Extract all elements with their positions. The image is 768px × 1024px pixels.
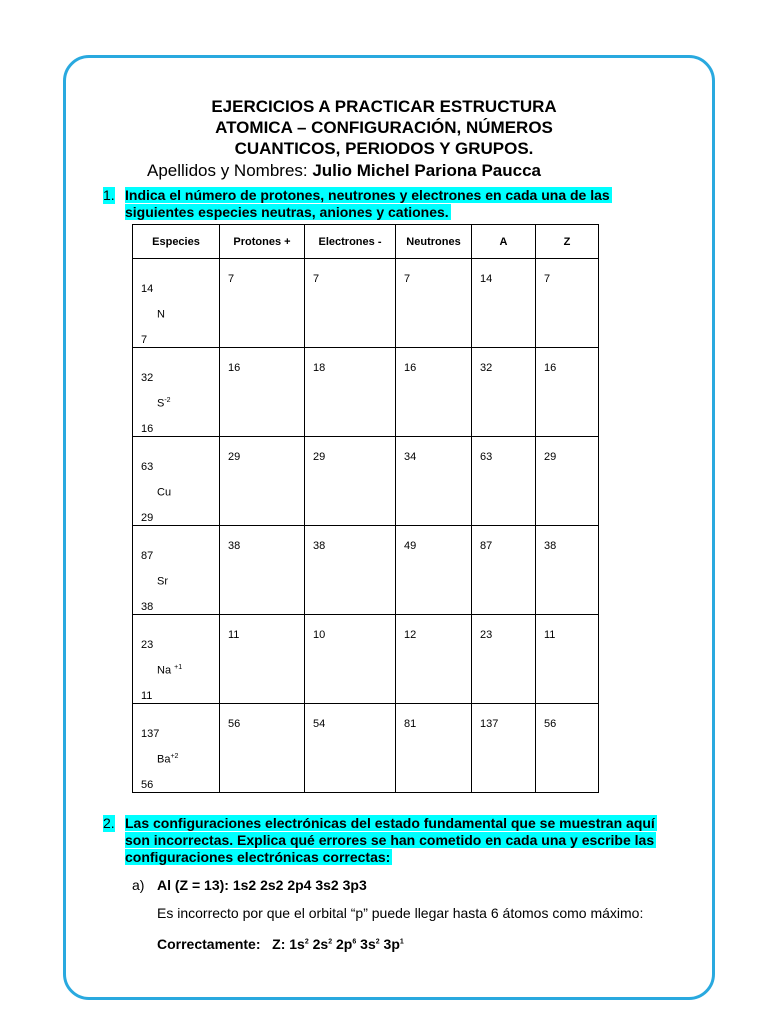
electron-count: 6 [352,938,357,946]
electrons-value: 54 [313,718,326,730]
correct-configuration [289,936,404,952]
cell-z [536,437,599,526]
correct-label: Correctamente: [157,936,261,952]
electrons-value: 18 [313,362,326,374]
species-cell [133,526,220,615]
cell-neutrons [396,259,472,348]
cell-neutrons [396,348,472,437]
table-row [133,348,599,437]
page-title-line-1: EJERCICIOS A PRACTICAR ESTRUCTURA [211,97,557,116]
atomic-number: 56 [141,779,154,791]
author-line [147,160,541,182]
z-value: 38 [544,540,557,552]
element-symbol [157,575,168,588]
species-cell [133,704,220,793]
mass-number: 137 [141,728,160,740]
ion-charge: -2 [164,397,171,404]
table-row [133,259,599,348]
element-symbol [157,486,171,499]
mass-number: 87 [141,550,154,562]
cell-z [536,704,599,793]
symbol-text: S [157,397,165,410]
cell-z [536,259,599,348]
a-value: 63 [480,451,493,463]
question-1-line-1: Indica el número de protones, neutrones y electrones en cada una de las [125,187,610,203]
protons-value: 11 [228,629,240,641]
cell-neutrons [396,526,472,615]
cell-z [536,348,599,437]
z-value: 29 [544,451,557,463]
question-1-number: 1. [103,187,115,203]
element-symbol [157,308,165,321]
cell-a [472,526,536,615]
a-value: 32 [480,362,493,374]
neutrons-value: 49 [404,540,417,552]
z-value: 16 [544,362,557,374]
z-value: 56 [544,718,557,730]
question-1-line-2: siguientes especies neutras, aniones y cationes. [125,204,449,220]
mass-number: 63 [141,461,154,473]
neutrons-value: 81 [404,718,417,730]
neutrons-value: 12 [404,629,417,641]
neutrons-value: 34 [404,451,417,463]
item-a-explanation: Es incorrecto por que el orbital “p” puede llegar hasta 6 átomos como máximo: [157,905,644,921]
atomic-number: 7 [141,334,148,346]
cell-electrons [305,437,396,526]
cell-a [472,704,536,793]
species-cell [133,259,220,348]
element-symbol [157,397,171,410]
cell-electrons [305,615,396,704]
protons-value: 38 [228,540,241,552]
electron-count: 2 [375,938,380,946]
table-row [133,615,599,704]
page-title-line-3: CUANTICOS, PERIODOS Y GRUPOS. [234,139,534,158]
species-cell [133,348,220,437]
item-a-label: a) [132,877,145,893]
question-2-line-2: son incorrectas. Explica qué errores se han cometido en cada una y escribe las [125,832,655,848]
protons-value: 16 [228,362,241,374]
ion-charge: +1 [174,664,183,671]
a-value: 23 [480,629,493,641]
cell-protons [220,259,305,348]
orbital-label: 2s [312,936,329,952]
element-symbol [157,753,178,766]
atomic-number: 11 [141,690,153,702]
symbol-text: N [157,308,165,321]
table-row [133,526,599,615]
orbital-label: 3p [383,936,400,952]
electrons-value: 29 [313,451,326,463]
protons-value: 56 [228,718,241,730]
species-table [132,224,599,793]
orbital-label: 1s [289,936,305,952]
cell-a [472,615,536,704]
a-value: 137 [480,718,499,730]
cell-protons [220,704,305,793]
item-a-statement: Al (Z = 13): 1s2 2s2 2p4 3s2 3p3 [157,877,367,893]
cell-protons [220,615,305,704]
protons-value: 29 [228,451,241,463]
orbital-label: 2p [336,936,353,952]
electron-count: 1 [399,938,404,946]
item-a-correct-line [157,936,404,952]
correct-prefix: Z: [272,936,290,952]
neutrons-value: 7 [404,273,411,285]
question-1-text [125,187,657,221]
z-value: 7 [544,273,551,285]
symbol-text: Cu [157,486,172,499]
header-z: Z [536,225,599,259]
symbol-text: Ba [157,753,171,766]
symbol-text: Sr [157,575,168,588]
mass-number: 32 [141,372,154,384]
electron-count: 2 [304,938,309,946]
table-header-row [133,225,599,259]
cell-a [472,348,536,437]
atomic-number: 29 [141,512,154,524]
ion-charge: +2 [170,753,179,760]
cell-electrons [305,259,396,348]
header-especies: Especies [133,225,220,259]
neutrons-value: 16 [404,362,417,374]
cell-electrons [305,526,396,615]
header-electrones: Electrones - [305,225,396,259]
a-value: 14 [480,273,493,285]
electron-count: 2 [328,938,333,946]
orbital-label: 3s [360,936,376,952]
author-label: Apellidos y Nombres: [147,161,313,180]
mass-number: 23 [141,639,154,651]
cell-neutrons [396,704,472,793]
cell-z [536,526,599,615]
species-cell [133,437,220,526]
header-a: A [472,225,536,259]
cell-electrons [305,704,396,793]
question-2-line-3: configuraciones electrónicas correctas: [125,849,391,865]
symbol-text: Na [157,664,175,677]
element-symbol [157,664,182,677]
z-value: 11 [544,629,556,641]
cell-protons [220,526,305,615]
question-2-number: 2. [103,815,115,831]
header-protones: Protones + [220,225,305,259]
question-2-text [125,815,658,866]
cell-neutrons [396,615,472,704]
cell-z [536,615,599,704]
cell-a [472,437,536,526]
cell-protons [220,437,305,526]
cell-electrons [305,348,396,437]
electrons-value: 38 [313,540,326,552]
mass-number: 14 [141,283,154,295]
atomic-number: 16 [141,423,154,435]
table-row [133,437,599,526]
table-row [133,704,599,793]
a-value: 87 [480,540,493,552]
page-title-line-2: ATOMICA – CONFIGURACIÓN, NÚMEROS [215,118,553,137]
cell-a [472,259,536,348]
header-neutrones: Neutrones [396,225,472,259]
question-2-line-1: Las configuraciones electrónicas del estado fundamental que se muestran aquí [125,815,655,831]
atomic-number: 38 [141,601,154,613]
author-name: Julio Michel Pariona Paucca [312,161,541,180]
species-cell [133,615,220,704]
electrons-value: 10 [313,629,326,641]
cell-protons [220,348,305,437]
protons-value: 7 [228,273,235,285]
cell-neutrons [396,437,472,526]
electrons-value: 7 [313,273,320,285]
